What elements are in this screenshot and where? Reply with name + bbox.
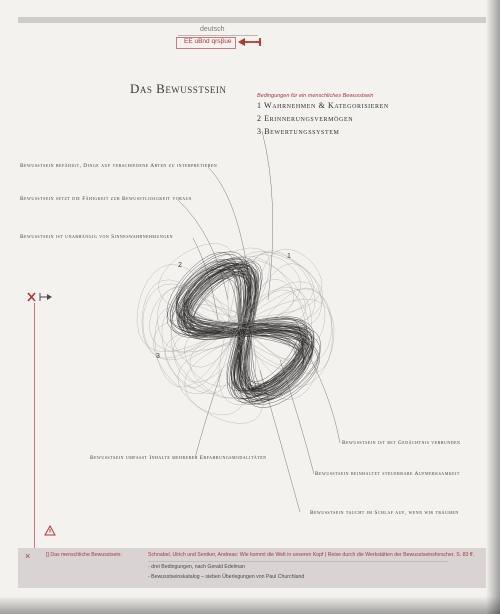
statement-bottom-left: Bewusstsein umfasst Inhalte mehrerer Erfahrungsmodalitäten — [90, 455, 267, 461]
statement-right: Bewusstsein ist mit Gedächtnis verbunden — [342, 440, 461, 446]
statement-left: Bewusstsein befähigt, Dinge auf verschiedene Arten zu interpretieren — [20, 163, 218, 169]
page-bottom-shadow — [0, 596, 500, 614]
conditions-heading: Bedingungen für ein menschliches Bewusstsein — [257, 93, 374, 99]
statement-right: Bewusstsein beinhaltet steuerbare Aufmerksamkeit — [315, 471, 460, 477]
footer-line: - drei Bedingungen, nach Gerald Edelman — [148, 564, 245, 570]
statement-left: Bewusstsein ist unabhängig von Sinneswahrnehmungen — [20, 234, 173, 240]
warning-icon — [44, 525, 56, 536]
diagram-number-1: 1 — [287, 253, 291, 260]
diagram-number-2: 2 — [178, 262, 182, 269]
page-edge-shadow — [486, 0, 500, 614]
condition-item: 2 Erinnerungsvermögen — [257, 114, 354, 123]
language-label[interactable]: deutsch — [200, 26, 225, 33]
statement-left: Bewusstsein setzt die Fähigkeit zur Bewusstlosigkeit voraus — [20, 196, 192, 202]
close-arrow-icon[interactable] — [27, 291, 53, 303]
footer-reference: Schnabel, Ulrich und Sentker, Andreas: Wie kommt die Welt in unseren Kopf | Reise durch die Werkstätten der Bewusstseinsforscher, S. 83 ff. — [148, 552, 475, 558]
footer-close-icon[interactable]: × — [25, 551, 31, 561]
statement-right: Bewusstsein taucht im Schlaf auf, wenn wir träumen — [310, 510, 459, 516]
footer-line: - Bewusstseinskatalog – sieben Überlegungen von Paul Churchland — [148, 574, 305, 580]
diagram-number-3: 3 — [156, 353, 160, 360]
margin-rule — [34, 303, 35, 549]
condition-item: 3 Bewertungssystem — [257, 127, 340, 136]
footer-divider — [148, 561, 448, 562]
footer-label: [] Das menschliche Bewusstsein: — [46, 552, 122, 558]
condition-item: 1 Wahrnehmen & Kategorisieren — [257, 101, 389, 110]
code-label: EE uBnd qrsβue — [184, 38, 232, 45]
page-title: Das Bewusstsein — [130, 81, 227, 96]
